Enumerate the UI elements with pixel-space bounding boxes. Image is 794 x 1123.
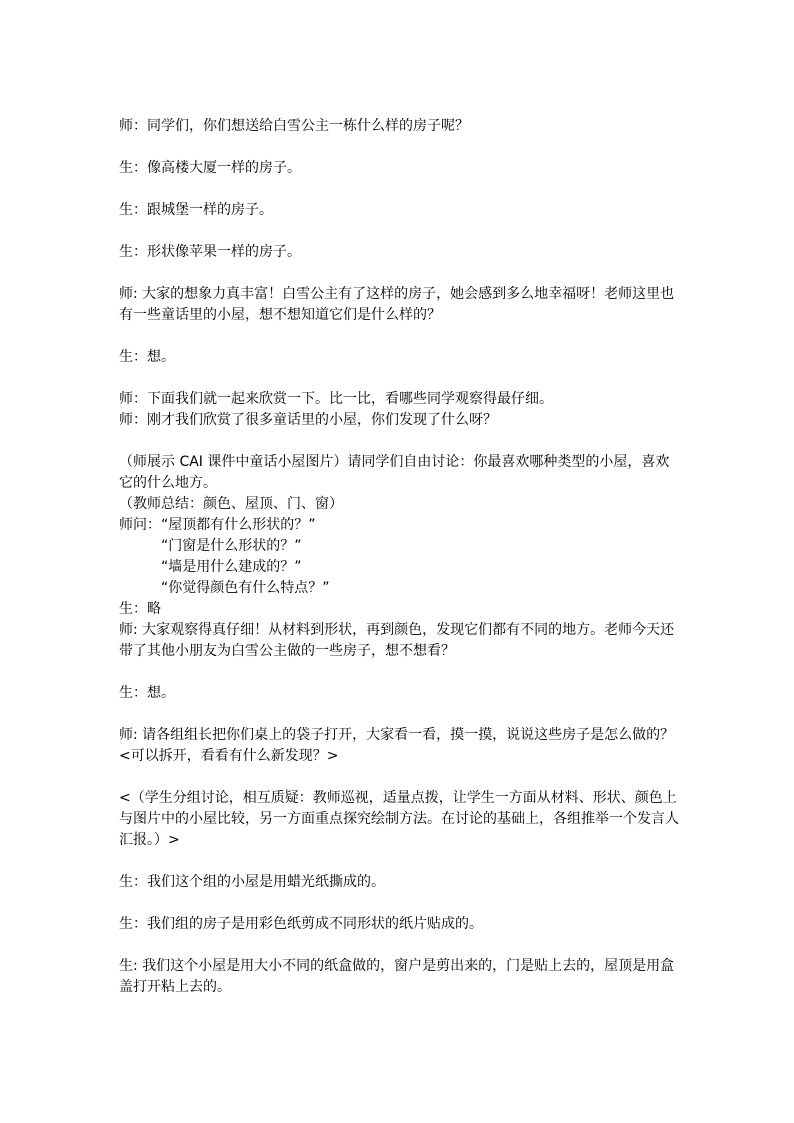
text-line: 与图片中的小屋比较，另一方面重点探究绘制方法。在讨论的基础上，各组推举一个发言人 [119,811,679,827]
text-line: 生：略 [119,601,161,617]
text-line: 生：想。 [119,685,175,701]
text-line: 师: 请各组组长把你们桌上的袋子打开，大家看一看，摸一摸，说说这些房子是怎么做的？ [119,727,675,743]
text-line: “你觉得颜色有什么特点？” [161,580,330,596]
text-line: 盖打开粘上去的。 [119,979,231,995]
text-line: 它的什么地方。 [119,475,217,491]
text-line: “墙是用什么建成的？” [161,559,302,575]
text-line: 生: 我们这个小屋是用大小不同的纸盒做的，窗户是剪出来的，门是贴上去的，屋顶是用盒 [119,958,675,974]
text-line: 生：形状像苹果一样的房子。 [119,244,301,260]
text-line: <（学生分组讨论，相互质疑：教师巡视，适量点拨，让学生一方面从材料、形状、颜色上 [119,790,677,806]
text-line: 带了其他小朋友为白雪公主做的一些房子，想不想看？ [119,643,455,659]
text-line: 师：下面我们就一起来欣赏一下。比一比，看哪些同学观察得最仔细。 [119,391,553,407]
text-line: <可以拆开，看看有什么新发现？> [119,748,339,764]
document-body [119,116,679,998]
text-line: 生：我们这个组的小屋是用蜡光纸撕成的。 [119,874,385,890]
text-line: 生：想。 [119,349,175,365]
text-line: 师：刚才我们欣赏了很多童话里的小屋，你们发现了什么呀？ [119,412,497,428]
text-line: 生：跟城堡一样的房子。 [119,202,273,218]
text-line: 生：像高楼大厦一样的房子。 [119,160,301,176]
text-line: （教师总结：颜色、屋顶、门、窗） [119,496,343,512]
text-line: “门窗是什么形状的？” [161,538,302,554]
text-line: 汇报。）> [119,832,180,848]
text-line: 师: 大家的想象力真丰富！白雪公主有了这样的房子，她会感到多么地幸福呀！老师这里也 [119,286,675,302]
text-line: 生：我们组的房子是用彩色纸剪成不同形状的纸片贴成的。 [119,916,483,932]
text-line: 师问：“屋顶都有什么形状的？” [119,517,316,533]
text-line: 师：同学们，你们想送给白雪公主一栋什么样的房子呢？ [119,118,469,134]
text-line: 有一些童话里的小屋，想不想知道它们是什么样的？ [119,307,441,323]
text-line: 师: 大家观察得真仔细！从材料到形状，再到颜色，发现它们都有不同的地方。老师今天还 [119,622,675,638]
text-line: （师展示 CAI 课件中童话小屋图片）请同学们自由讨论：你最喜欢哪种类型的小屋，喜欢 [119,454,670,470]
